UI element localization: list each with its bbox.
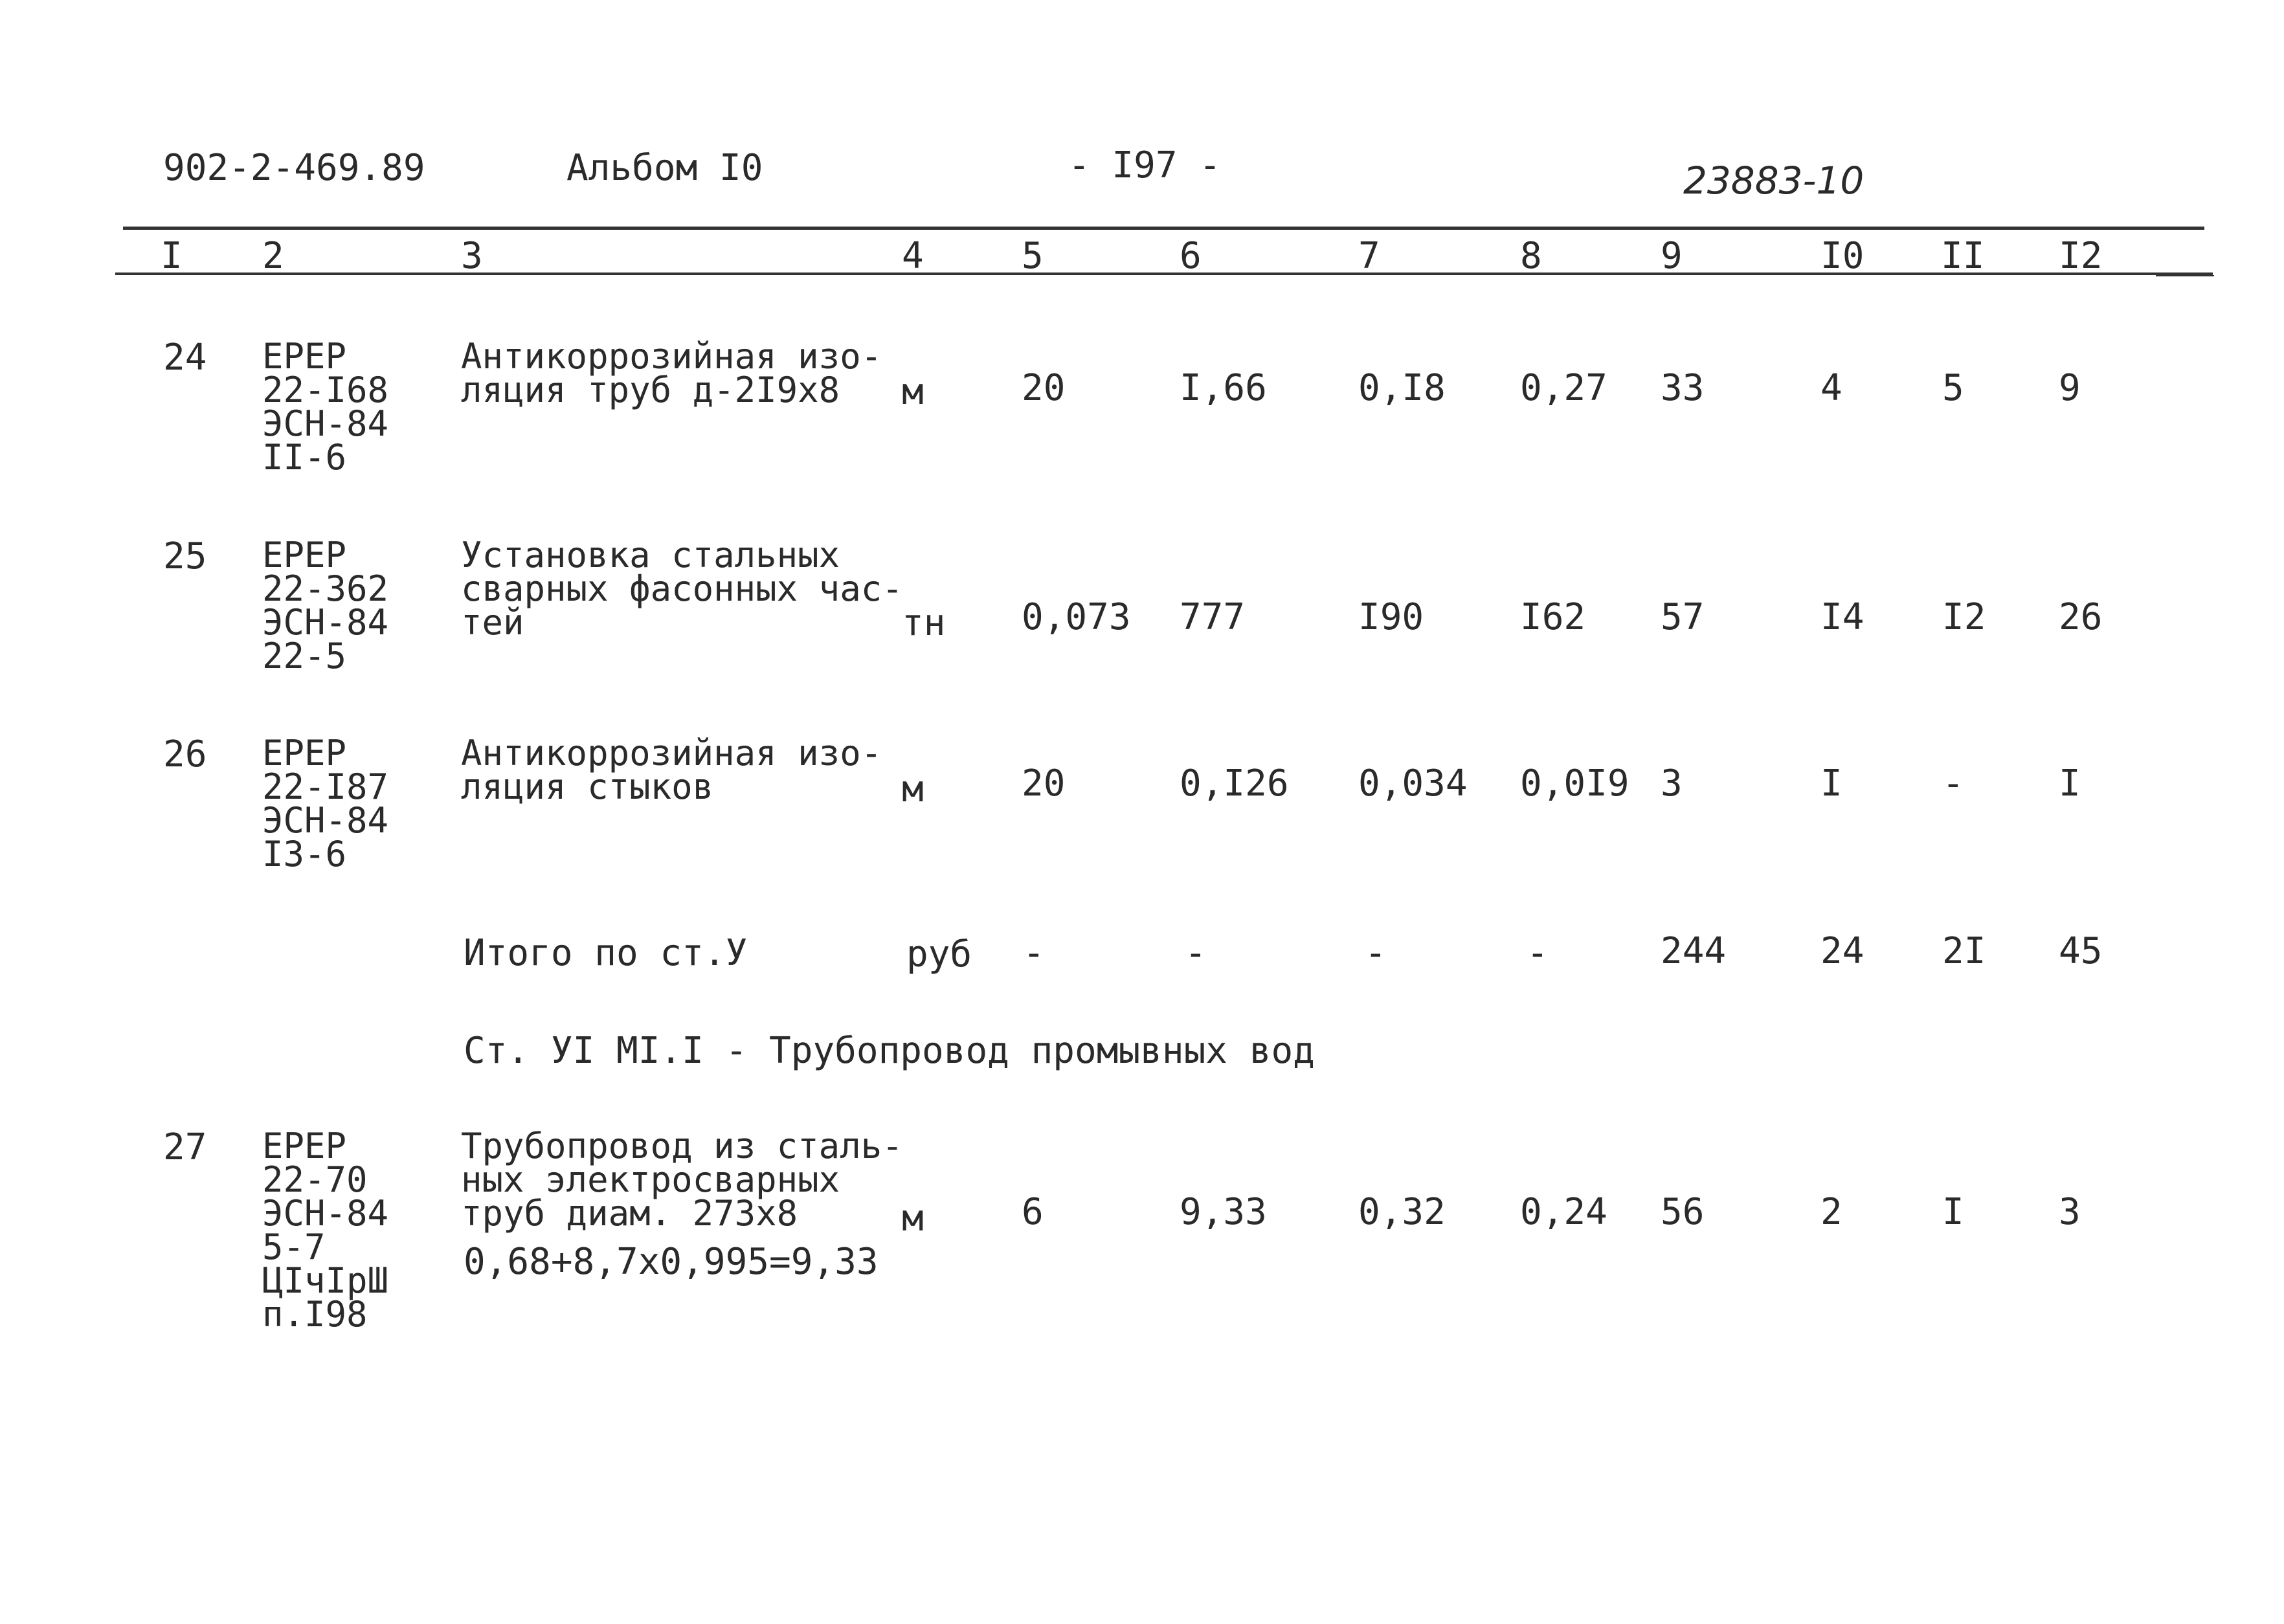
column-header-6: 6 bbox=[1180, 235, 1202, 277]
row-col12: 9 bbox=[2059, 367, 2081, 409]
column-header-11: II bbox=[1941, 235, 1985, 277]
row-col7: 0,I8 bbox=[1358, 367, 1446, 409]
row-code: ЕРЕР 22-I87 ЭСН-84 I3-6 bbox=[262, 733, 389, 874]
row-col9: 33 bbox=[1661, 367, 1705, 409]
row-formula: 0,68+8,7х0,995=9,33 bbox=[464, 1241, 879, 1283]
section-title: Ст. УI МI.I - Трубопровод промывных вод bbox=[464, 1030, 1315, 1072]
column-header-2: 2 bbox=[262, 235, 284, 277]
row-col7: I90 bbox=[1358, 596, 1424, 638]
row-col5: 20 bbox=[1022, 367, 1066, 409]
column-header-4: 4 bbox=[902, 235, 924, 277]
row-col6: 0,I26 bbox=[1180, 762, 1289, 805]
row-col5: 20 bbox=[1022, 762, 1066, 805]
row-unit: тн bbox=[902, 602, 946, 644]
row-col6: 9,33 bbox=[1180, 1191, 1267, 1233]
row-number: 24 bbox=[163, 337, 207, 379]
row-description: Трубопровод из сталь- ных электросварных труб диам. 273х8 bbox=[461, 1126, 903, 1234]
top-rule bbox=[123, 227, 2204, 230]
total-unit: руб bbox=[906, 933, 972, 975]
row-number: 26 bbox=[163, 733, 207, 775]
row-col5: 6 bbox=[1022, 1191, 1044, 1233]
total-col5: - bbox=[1023, 932, 1045, 974]
column-header-12: I2 bbox=[2059, 235, 2103, 277]
row-description: Антикоррозийная изо- ляция труб д-2I9х8 bbox=[461, 336, 882, 410]
row-col10: 4 bbox=[1820, 367, 1842, 409]
page-number: - I97 - bbox=[1068, 144, 1222, 186]
total-col11: 2I bbox=[1942, 930, 1986, 972]
row-col12: 3 bbox=[2059, 1191, 2081, 1233]
document-code: 902-2-469.89 bbox=[163, 147, 425, 189]
row-code: ЕРЕР 22-I68 ЭСН-84 II-6 bbox=[262, 336, 389, 478]
column-header-9: 9 bbox=[1661, 235, 1683, 277]
column-header-1: I bbox=[161, 235, 183, 277]
column-header-3: 3 bbox=[461, 235, 483, 277]
header-bottom-rule-ext bbox=[2156, 275, 2214, 276]
row-number: 27 bbox=[163, 1126, 207, 1168]
row-col9: 3 bbox=[1661, 762, 1683, 805]
column-header-7: 7 bbox=[1358, 235, 1380, 277]
row-col11: - bbox=[1942, 762, 1964, 805]
row-col8: 0,24 bbox=[1520, 1191, 1607, 1233]
row-col10: I4 bbox=[1820, 596, 1864, 638]
total-col7: - bbox=[1365, 932, 1387, 974]
row-unit: м bbox=[902, 1197, 924, 1240]
row-code: ЕРЕР 22-70 ЭСН-84 5-7 ЦIчIрШ п.I98 bbox=[262, 1126, 389, 1335]
total-col10: 24 bbox=[1820, 930, 1864, 972]
row-description: Установка стальных сварных фасонных час- тей bbox=[461, 535, 903, 643]
row-col8: I62 bbox=[1520, 596, 1586, 638]
row-col9: 56 bbox=[1661, 1191, 1705, 1233]
column-header-5: 5 bbox=[1022, 235, 1044, 277]
row-col11: I bbox=[1942, 1191, 1964, 1233]
column-header-10: I0 bbox=[1820, 235, 1864, 277]
total-col12: 45 bbox=[2059, 930, 2103, 972]
row-code: ЕРЕР 22-362 ЭСН-84 22-5 bbox=[262, 535, 389, 676]
header-bottom-rule bbox=[115, 273, 2213, 275]
column-header-8: 8 bbox=[1520, 235, 1542, 277]
row-col12: I bbox=[2059, 762, 2081, 805]
row-col11: I2 bbox=[1942, 596, 1986, 638]
row-col11: 5 bbox=[1942, 367, 1964, 409]
row-description: Антикоррозийная изо- ляция стыков bbox=[461, 733, 882, 807]
row-col6: 777 bbox=[1180, 596, 1246, 638]
row-col8: 0,27 bbox=[1520, 367, 1607, 409]
total-col9: 244 bbox=[1661, 930, 1727, 972]
row-col9: 57 bbox=[1661, 596, 1705, 638]
row-col6: I,66 bbox=[1180, 367, 1267, 409]
row-col7: 0,32 bbox=[1358, 1191, 1446, 1233]
handwritten-stamp: 23883-10 bbox=[1683, 159, 1864, 203]
album-label: Альбом I0 bbox=[566, 147, 763, 189]
total-col6: - bbox=[1185, 932, 1207, 974]
row-col10: I bbox=[1820, 762, 1842, 805]
total-label: Итого по ст.У bbox=[464, 932, 748, 974]
row-col5: 0,073 bbox=[1022, 596, 1131, 638]
row-number: 25 bbox=[163, 535, 207, 577]
row-col10: 2 bbox=[1820, 1191, 1842, 1233]
row-col8: 0,0I9 bbox=[1520, 762, 1629, 805]
row-unit: м bbox=[902, 768, 924, 810]
row-unit: м bbox=[902, 371, 924, 413]
row-col7: 0,034 bbox=[1358, 762, 1468, 805]
total-col8: - bbox=[1527, 932, 1549, 974]
row-col12: 26 bbox=[2059, 596, 2103, 638]
